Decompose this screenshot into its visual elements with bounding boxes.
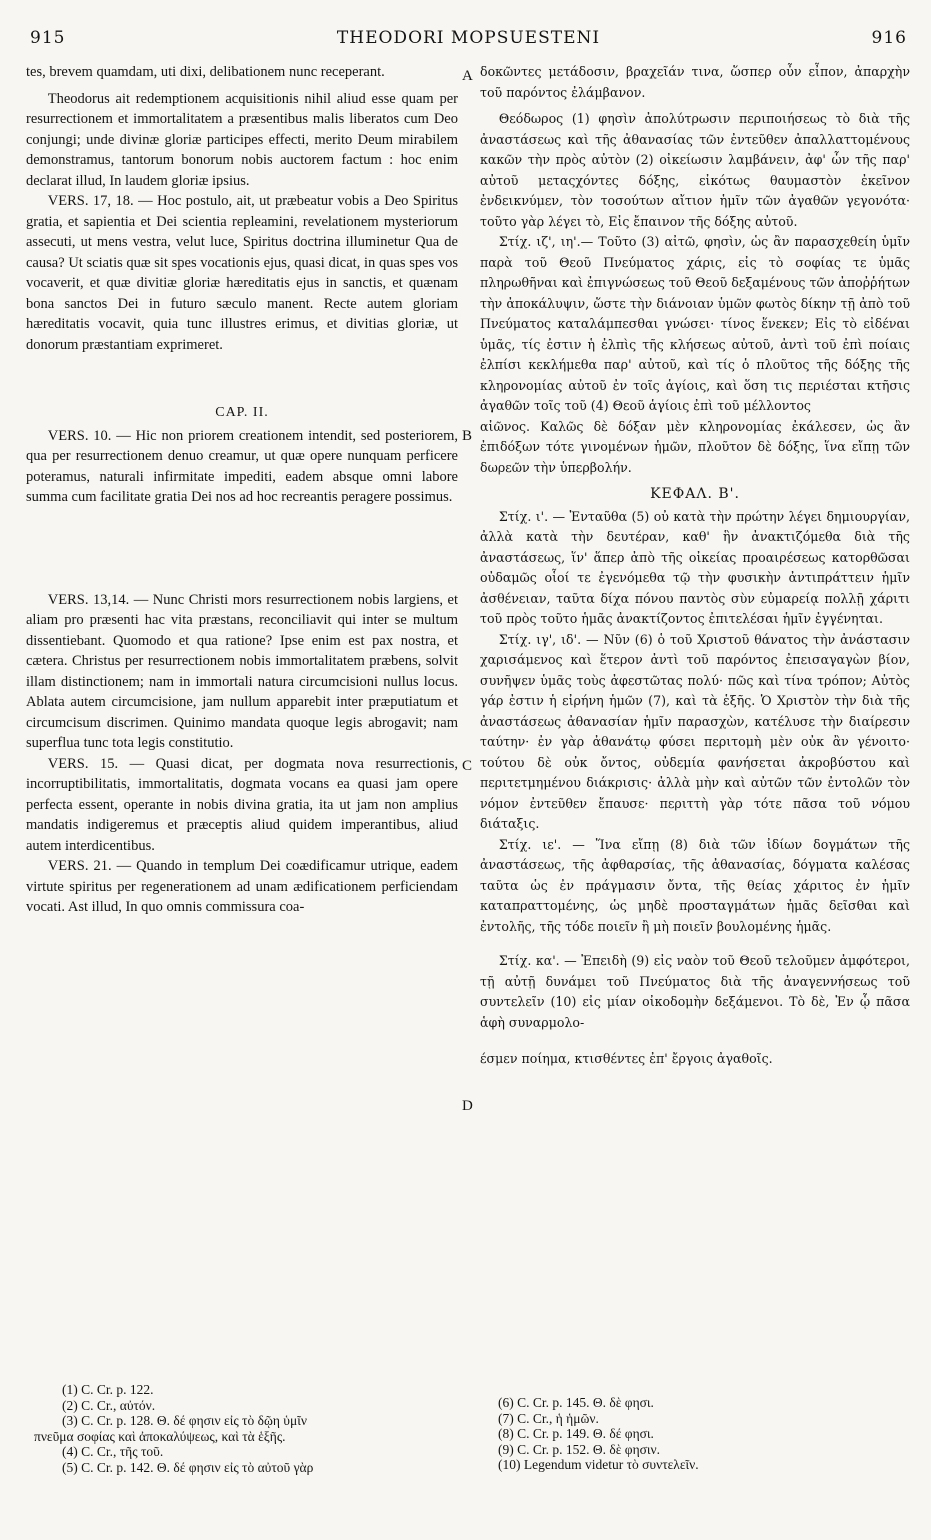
greek-column [480,62,910,1070]
footnote: (8) C. Cr. p. 149. Θ. δέ φησι. [498,1426,654,1441]
latin-paragraph: VERS. 15. — Quasi dicat, per dogmata nova resurrectionis, incorruptibilitatis, immortalitatis, dogmata vocans ea quasi jam opere perfecta essent, operante in nobis divina gratia, ita ut jam non amplius mandatis indigeremus et præceptis aliud quidem imperantibus, aliud autem interdicentibus. [26,755,458,854]
footnote: (5) C. Cr. p. 142. Θ. δέ φησιν εἰς τὸ αὐτοῦ γὰρ [62,1459,314,1475]
running-title: THEODORI MOPSUESTENI [336,28,601,48]
margin-letter-d: D [462,1098,473,1114]
footnote: (6) C. Cr. p. 145. Θ. δὲ φησι. [498,1395,654,1410]
latin-paragraph: VERS. 13,14. — Nunc Christi mors resurrectionem nobis largiens, et aliam pro præsenti hac vita præstans, reconciliavit qui inter se multum dissentiebant. Quomodo et qua ratione? Ipse enim est pax nostra, et cætera. Christus per resurrectionem nobis immortalitatem præbens, solvit illam distinctionem; nam in immortali natura circumcisioni nullus locus. Ablata autem circumcisione, jam nullum apparebit inter præputiatum et circumcisum discrimen. Quinimo mandata quoque legis abrogavit; nam superflua tunc tota legis constitutio. [26,591,458,751]
latin-paragraph: tes, brevem quamdam, uti dixi, delibationem nunc receperant. [26,64,385,80]
footnote: (4) C. Cr., τῆς τοῦ. [62,1444,164,1459]
greek-paragraph: Στίχ. κα'. — Ἐπειδὴ (9) εἰς ναὸν τοῦ Θεοῦ τελοῦμεν ἀμφότεροι, τῇ αὐτῇ δυνάμει τοῦ Πνεύματος διὰ τῆς ἀναγεννήσεως τοῦ συντελεῖν (10) εἰς μίαν οἰκοδομὴν δεξάμενοι. Τὸ δὲ, Ἐν ᾧ πᾶσα ἁφὴ συναρμολο- [480,953,910,1030]
footnote: (7) C. Cr., ἡ ἡμῶν. [498,1410,599,1426]
latin-paragraph: Theodorus ait redemptionem acquisitionis nihil aliud esse quam per resurrectionem et immortalitatem a præsentibus malis liberatos cum Deo conjungi; unde divinæ gloriæ participes effecti, merito Deum mirabilem demonstramus, tantorum bonorum nobis auctorem factum : hoc enim declarat illud, In laudem gloriæ ipsius. [26,90,458,189]
greek-paragraph: αἰῶνος. Καλῶς δὲ δόξαν μὲν κληρονομίας ἐκάλεσεν, ὡς ἂν ἐπιδόξων τότε γινομένων ἡμῶν, πλοῦτον δὲ δόξης, ἵνα εἴπῃ τῶν δωρεῶν τὴν ὑπερβολήν. [480,418,910,475]
chapter-heading-greek: ΚΕΦΑΛ. Β'. [650,486,740,502]
footnote: (3) C. Cr. p. 128. Θ. δέ φησιν εἰς τὸ δῷη ὑμῖν [62,1413,307,1428]
running-header [30,28,907,54]
greek-paragraph: έσμεν ποίημα, κτισθέντες ἐπ' ἔργοις ἀγαθοῖς. [480,1051,773,1066]
margin-letter-a: A [462,68,473,84]
latin-column [26,62,458,918]
footnotes-right [498,1395,699,1473]
greek-paragraph: Θεόδωρος (1) φησὶν ἀπολύτρωσιν περιποιήσεως τὸ διὰ τῆς ἀναστάσεως καὶ τῆς ἀθανασίας τῶν ἐντεῦθεν ἀπαλλαττομένους κακῶν τὴν πρὸς αὐτὸν (2) οἰκείωσιν λαμβάνειν, ἀφ' ὧν τῆς παρ' αὐτοῦ μεταςχόντες δόξης, εἰκότως θαυμαστὸν ἐκεῖνον ἐνδεικνύμεν, τὸν τοσούτων αἴτιον ἡμῖν τῶν ἀγαθῶν γεγονότα· τοῦτο γὰρ λέγει τὸ, Εἰς ἔπαινον τῆς δόξης αὐτοῦ. [480,111,910,229]
latin-paragraph: VERS. 21. — Quando in templum Dei coædificamur utrique, eadem virtute spiritus per regenerationem ad unam ædificationem perficiendam vocati. Ast illud, In quo omnis commissura coa- [26,858,458,915]
latin-paragraph: VERS. 17, 18. — Hoc postulo, ait, ut præbeatur vobis a Deo Spiritus gratia, et sapientia et Dei scientia repleamini, revelationem mysteriorum assecuti, ut mens vestra, velut luce, Spiritus doctrina illuminetur Qua de causa? Ut sciatis quæ sit spes vocationis ejus, quasi dicat, in quas spes vos vocaverit, et quæ divitiæ gloriæ hæreditatis ejus in sanctis, et quænam bona sanctos Dei in futuro sæculo manent. Recte autem gloriam hæreditatis vocavit, quia tunc illustres erimus, et divitias gloriæ, ut donorum præstantiam exprimeret. [26,193,458,353]
page-number-right: 916 [871,28,907,48]
margin-letter-b: B [462,428,473,444]
greek-paragraph: δοκῶντες μετάδοσιν, βραχεῖάν τινα, ὥσπερ οὖν εἶπον, ἀπαρχὴν τοῦ παρόντος ἐλάμβανον. [480,64,910,100]
footnotes-left [34,1382,314,1475]
chapter-heading-latin: CAP. II. [215,405,269,420]
footnote: (10) Legendum videtur τὸ συντελεῖν. [498,1457,699,1472]
footnote: πνεῦμα σοφίας καὶ ἀποκαλύψεως, καὶ τὰ ἑξῆς. [34,1428,286,1444]
footnote: (9) C. Cr. p. 152. Θ. δὲ φησιν. [498,1441,661,1457]
greek-paragraph: Στίχ. ιε'. — Ἵνα εἴπῃ (8) διὰ τῶν ἰδίων δογμάτων τῆς ἀναστάσεως, τῆς ἀφθαρσίας, τῆς ἀθανασίας, δόγματα καλέσας ταῦτα ὡς ἐν πράγμασιν ὄντα, τῆς θείας χάριτος ἐν ἡμῖν καταπραττομένης, ὡς μηδὲ προσταγμάτων ἡμᾶς δεῖσθαι καὶ ἐντολῆς, τῆς τόδε ποιεῖν ἢ μὴ ποιεῖν βουλομένης ἡμᾶς. [480,836,910,934]
greek-paragraph: Στίχ. ι'. — Ἐνταῦθα (5) οὐ κατὰ τὴν πρώτην λέγει δημιουργίαν, ἀλλὰ κατὰ τὴν δευτέραν, καθ' ἣν ἀνακτιζόμεθα διὰ τῆς ἀναστάσεως, ἵν' ἅπερ ἀπὸ τῆς οἰκείας προαιρέσεως κατορθῶσαι οὐδαμῶς οἷοί τε ἐγενόμεθα τῷ τὴν φυσικὴν ἀντιπράττειν ἡμῖν ἀσθένειαν, ταῦτα δίχα πόνου παντὸς σὺν εὐμαρείᾳ πολλῇ χάριτι τοῦ πρὸς τοῦτο ἡμᾶς ἀνακτίζοντος ἐπιτελέσαι ἡμῖν ἐγγένηται. [480,508,910,626]
footnote: (1) C. Cr. p. 122. [62,1382,154,1397]
footnote: (2) C. Cr., αὐτόν. [62,1397,156,1413]
greek-paragraph: Στίχ. ιζ', ιη'.— Τοῦτο (3) αἰτῶ, φησὶν, ὡς ἂν παρασχεθείη ὑμῖν παρὰ τοῦ Θεοῦ Πνεύματος χάρις, εἰς τὸ σοφίας τε ὑμᾶς πληρωθῆναι καὶ ἐπιγνώσεως τοῦ Θεοῦ δεξαμένους τῶν ἀποῤῥήτων τὴν ἀποκάλυψιν, ὥστε τὴν διάνοιαν ὑμῶν φωτὸς δίκην τῇ ἀπὸ τοῦ Πνεύματος καταλάμπεσθαι γνώσει· τίνος ἕνεκεν; Εἰς τὸ εἰδέναι ὑμᾶς, τίς ἐστιν ἡ ἐλπὶς τῆς κλήσεως αὐτοῦ, ἀντὶ τοῦ ἐπὶ ποίαις ἐλπίσι κεκλήμεθα παρ' αὐτοῦ, καὶ τίς ὁ πλοῦτος τῆς δόξης τῆς κληρονομίας αὐτοῦ ἐν τοῖς ἁγίοις, καὶ ὅση τις περιέσται κτῆσις ἀγαθῶν τοῖς τοῦ (4) Θεοῦ ἁγίοις ἐπὶ τοῦ μέλλοντος [480,234,910,413]
page-number-left: 915 [30,28,66,48]
greek-paragraph: Στίχ. ιγ', ιδ'. — Νῦν (6) ὁ τοῦ Χριστοῦ θάνατος τὴν ἀνάστασιν χαρισάμενος καὶ ἕτερον ἀντὶ τοῦ παρόντος ἐπεισαγαγὼν βίον, συνῆψεν ὑμᾶς τοὺς ἀφεστῶτας πολύ· πῶς καὶ τίνα τρόπον; Αὐτὸς γάρ ἐστιν ἡ εἰρήνη ἡμῶν (7), καὶ τὰ ἑξῆς. Ὁ Χριστὸν τὴν διὰ τῆς ἀναστάσεως ἀθανασίαν ἡμῖν παρασχὼν, κατέλυσε τὴν διαίρεσιν ταύτην· ἐν γὰρ ἀθανάτῳ φύσει περιτομὴ μὲν οὐκ ἂν γένοιτο· τούτου δὲ οὐκ ὄντος, οὐδεμία φανήσεται ἀκροβύστου καὶ περιτετμημένου διάκρισις· ἀλλὰ μὴν καὶ αὐτῶν τῶν ἐντολῶν τὸν νόμον ἐντεῦθεν ἔπαυσε· περιττὴ γὰρ τότε πᾶσα τοῦ νόμου διάταξις. [480,631,910,831]
latin-paragraph: VERS. 10. — Hic non priorem creationem intendit, sed posteriorem, qua per resurrectionem denuo creamur, ut quæ opere nunquam perficere poteramus, naturali infirmitate impediti, eadem absque omni labore summa cum facilitate gratia Dei nos ad hoc recreantis peragere possimus. [26,427,458,505]
margin-letter-c: C [462,758,473,774]
